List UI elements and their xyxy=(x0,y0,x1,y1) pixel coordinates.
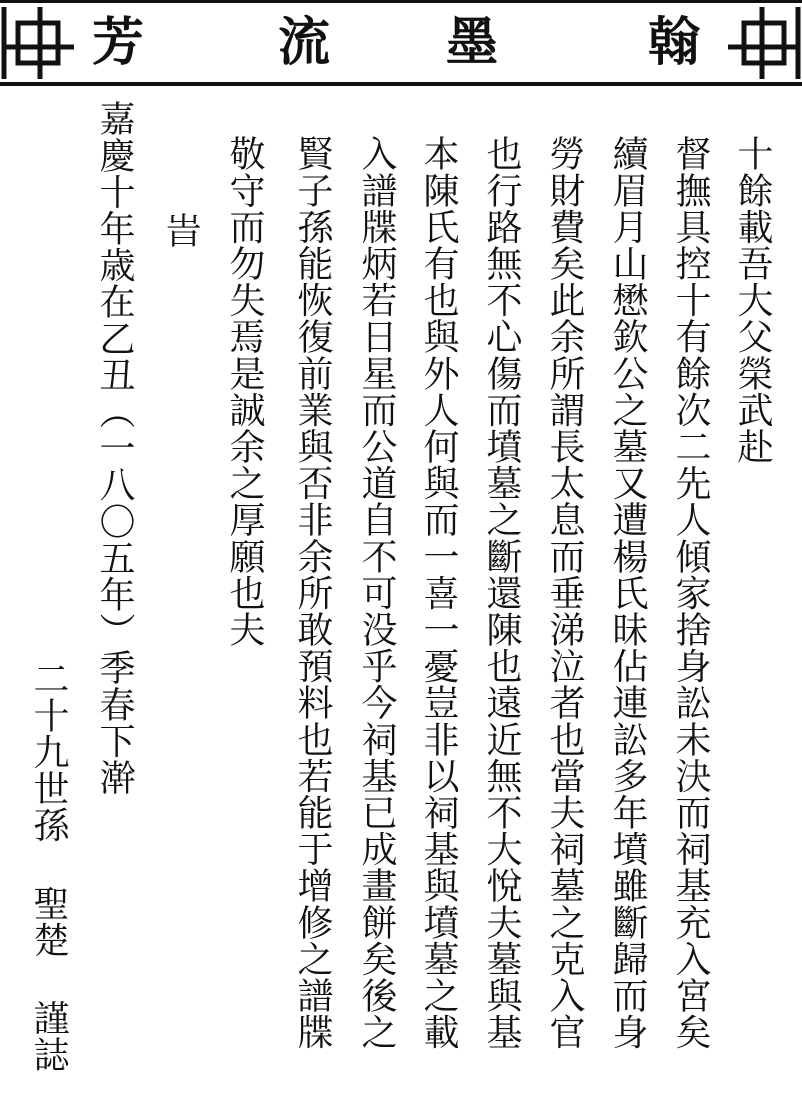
text-column: 續眉月山懋欽公之墓又遭楊氏昧佔連訟多年墳雖斷歸而身 xyxy=(607,135,648,1050)
header-title-char: 芳 xyxy=(92,12,145,73)
text-column: 也行路無不心傷而墳墓之斷還陳也遠近無不大悅夫墓與基 xyxy=(481,135,522,1050)
text-column: 十餘載吾大父榮武赴 xyxy=(732,135,773,465)
date-line: 嘉慶十年歳在乙丑（一八〇五年）季春下澣 xyxy=(94,100,135,796)
text-column: 敬守而勿失焉是誠余之厚願也夫 xyxy=(224,135,265,648)
signature: 二十九世孫 聖楚 謹誌 xyxy=(28,660,69,1073)
fret-ornament-icon xyxy=(0,3,78,83)
header-title-char: 流 xyxy=(278,12,331,73)
text-column: 入譜牒炳若日星而公道自不可没乎今祠基已成畫餅矣後之 xyxy=(356,135,397,1050)
closing-mark: 旹 xyxy=(160,212,201,249)
header-title-char: 墨 xyxy=(446,12,499,73)
header-banner xyxy=(0,0,802,86)
text-column: 本陳氏有也與外人何與而一喜一憂豈非以祠基與墳墓之載 xyxy=(418,135,459,1050)
text-column: 勞財費矣此余所謂長太息而垂涕泣者也當夫祠墓之克入官 xyxy=(544,135,585,1050)
text-column: 賢子孫能恢復前業與否非余所敢預料也若能于增修之譜牒 xyxy=(292,135,333,1050)
fret-ornament-icon xyxy=(724,3,802,83)
header-title-char: 翰 xyxy=(648,12,701,73)
text-column: 督撫具控十有餘次二先人傾家捨身訟未決而祠基充入宮矣 xyxy=(670,135,711,1050)
